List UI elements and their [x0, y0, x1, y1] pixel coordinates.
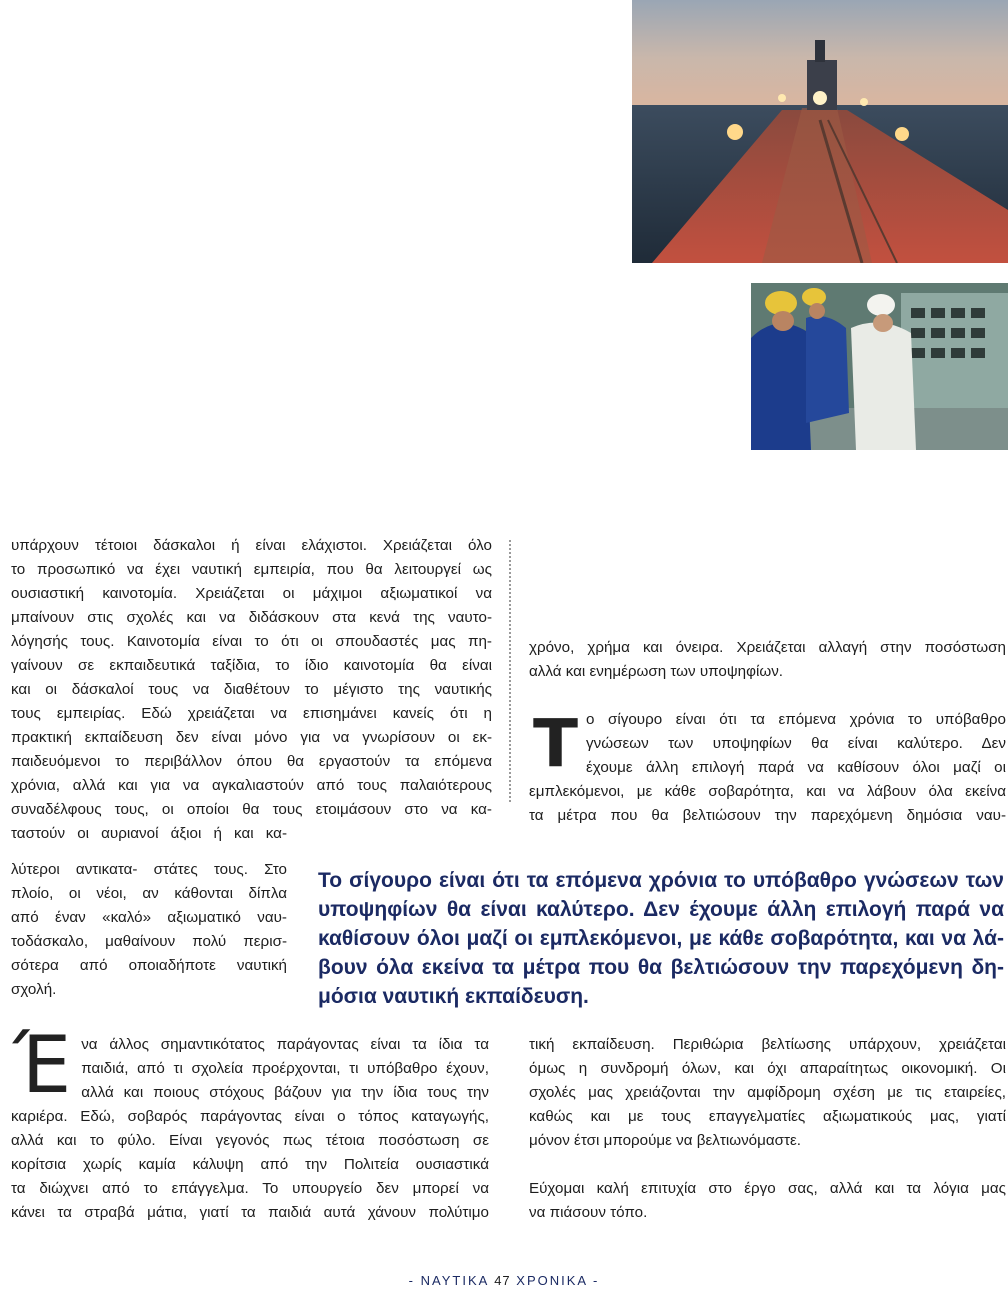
text-line: συναδέλφους τους, οι οποίοι θα τους ετοιμάσουν στο να κα-	[11, 801, 492, 818]
pull-quote-line: καθίσουν όλοι μαζί οι εμπλεκόμενοι, με κάθε σοβαρότητα, και να λά-	[318, 927, 1004, 950]
text-line: λόγησής τους. Καινοτομία είναι το ότι οι σπουδαστές μας πη-	[11, 633, 492, 650]
text-line: να πιάσουν τόπο.	[529, 1204, 648, 1221]
text-line: λύτεροι αντικατα- στάτες τους. Στο	[11, 861, 287, 878]
text-line: αλλά και το φύλο. Είναι γεγονός πως τέτοια ποσόστωση σε	[11, 1132, 489, 1149]
body-column-left-narrow	[11, 858, 287, 1002]
text-line: τους εμπειρίας. Εδώ χρειάζεται να επισημάνει κανείς ότι η	[11, 705, 492, 722]
engine-room-crew-photo-icon	[751, 283, 1008, 450]
text-line: παιδευόμενοι το περιβάλλον όπου θα εργαστούν τα επόμενα	[11, 753, 492, 770]
pull-quote-line: Το σίγουρο είναι ότι τα επόμενα χρόνια το υπόβαθρο γνώσεων των	[318, 869, 1004, 892]
body-column-right-bottom	[529, 1033, 1006, 1225]
text-line: καθώς και με τους επαγγελματίες αξιωματικούς μας, γιατί	[529, 1108, 1006, 1125]
text-line: σχολή.	[11, 981, 57, 998]
footer-magazine-word-2: ΧΡΟΝΙΚΑ	[516, 1273, 588, 1288]
text-line: υπάρχουν τέτοιοι δάσκαλοι ή είναι ελάχιστοι. Χρειάζεται όλο	[11, 537, 492, 554]
text-line: από έναν «καλό» αξιωματικό ναυ-	[11, 909, 287, 926]
pull-quote-line: βουν όλα εκείνα τα μέτρα που θα βελτιώσουν την παρεχόμενη δη-	[318, 956, 1004, 979]
text-line: γνώσεων των υποψηφίων θα είναι καλύτερο. Δεν	[586, 735, 1006, 752]
text-line: καριέρα. Εδώ, σοβαρός παράγοντας είναι ο τόπος καταγωγής,	[11, 1108, 489, 1125]
text-line: μόνον έτσι μπορούμε να βελτιωνόμαστε.	[529, 1132, 802, 1149]
text-line: κορίτσια χωρίς καμία κάλυψη από την Πολιτεία ουσιαστικά	[11, 1156, 489, 1173]
text-line: χρόνια, αλλά και για να αγκαλιαστούν από τους παλαιότερους	[11, 777, 492, 794]
text-line: γαίνουν σε εκπαιδευτικά ταξίδια, το ίδιο καινοτομία θα είναι	[11, 657, 492, 674]
tanker-deck-photo	[632, 0, 1008, 263]
text-line: παιδιά, από τι σχολεία προέρχονται, τι υπόβαθρο έχουν,	[81, 1060, 489, 1077]
page-number: 47	[494, 1273, 511, 1288]
text-line: ουσιαστική καινοτομία. Χρειάζεται οι μάχιμοι αξιωματικοί να	[11, 585, 492, 602]
text-line: χρόνο, χρήμα και όνειρα. Χρειάζεται αλλαγή στην ποσόστωση	[529, 639, 1006, 656]
text-line: Εύχομαι καλή επιτυχία στο έργο σας, αλλά και τα λόγια μας	[529, 1180, 1006, 1197]
footer-dash: -	[593, 1273, 600, 1288]
pull-quote	[318, 866, 1004, 1011]
text-line: τική εκπαίδευση. Περιθώρια βελτίωσης υπάρχουν, χρειάζεται	[529, 1036, 1006, 1053]
text-line: τα διώχνει από το επάγγελμα. Το υπουργείο δεν μπορεί να	[11, 1180, 489, 1197]
drop-cap: Τ	[533, 705, 579, 782]
pull-quote-line: μόσια ναυτική εκπαίδευση.	[318, 985, 589, 1008]
footer-dash: -	[408, 1273, 415, 1288]
footer-magazine-word-1: ΝΑΥΤΙΚΑ	[420, 1273, 489, 1288]
text-line: και οι δάσκαλοί τους να διαθέτουν το μέγιστο της ναυτικής	[11, 681, 492, 698]
body-column-left-top	[11, 534, 492, 846]
text-line: μπαίνουν στις σχολές και να διδάσκουν στα κενά της ναυτο-	[11, 609, 492, 626]
text-line: το προσωπικό να έχει ναυτική εμπειρία, που θα λειτουργεί ως	[11, 561, 492, 578]
text-line: να άλλος σημαντικότατος παράγοντας είναι τα ίδια τα	[81, 1036, 489, 1053]
text-line: όμως η συνδρομή όλων, και όχι απαραίτητως οικονομική. Οι	[529, 1060, 1006, 1077]
page-footer	[0, 1273, 1008, 1288]
pull-quote-line: υποψηφίων θα είναι καλύτερο. Δεν έχουμε άλλη επιλογή παρά να	[318, 898, 1004, 921]
text-line: αλλά και ενημέρωση των υποψηφίων.	[529, 663, 784, 680]
engine-room-photo	[751, 283, 1008, 450]
tanker-deck-sunset-photo-icon	[632, 0, 1008, 263]
text-line: σότερα από οποιαδήποτε ναυτική	[11, 957, 287, 974]
text-line: πλοίο, οι νέοι, αν κάθονται δίπλα	[11, 885, 287, 902]
text-line: αλλά και ποιους στόχους βάζουν για την ίδια τους την	[81, 1084, 489, 1101]
text-line: έχουμε άλλη επιλογή παρά να καθίσουν όλοι μαζί οι	[586, 759, 1006, 776]
text-line: πρακτική εκπαίδευση δεν είναι μόνο για να γνωρίσουν οι εκ-	[11, 729, 492, 746]
text-line: ο σίγουρο είναι ότι τα επόμενα χρόνια το υπόβαθρο	[586, 711, 1006, 728]
text-line: εμπλεκόμενοι, με κάθε σοβαρότητα, και να λάβουν όλα εκείνα	[529, 783, 1006, 800]
text-line: ταστούν οι αυριανοί άξιοι ή και κα-	[11, 825, 287, 842]
text-line: κάνει τα στραβά μάτια, γιατί τα παιδιά αυτά χάνουν πολύτιμο	[11, 1204, 489, 1221]
text-line: τοδάσκαλο, μαθαίνουν πολύ περισ-	[11, 933, 287, 950]
body-column-right-top	[529, 636, 1006, 828]
drop-cap: Έ	[13, 1021, 72, 1111]
text-line: τα μέτρα που θα βελτιώσουν την παρεχόμενη δημόσια ναυ-	[529, 807, 1006, 824]
body-column-left-bottom	[11, 1021, 489, 1225]
text-line: σχολές μας χρειάζονται την αμφίδρομη σχέση με τις εταιρείες,	[529, 1084, 1006, 1101]
column-divider	[509, 540, 511, 802]
